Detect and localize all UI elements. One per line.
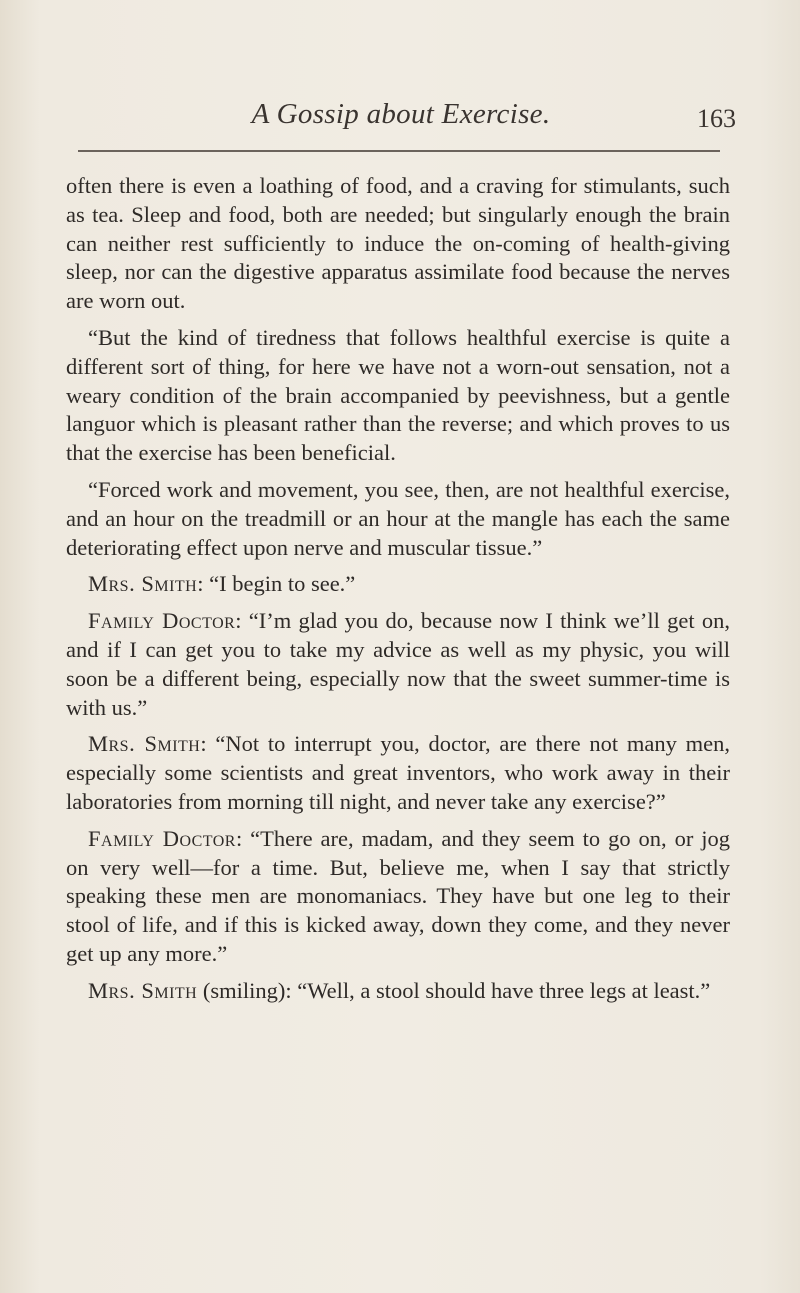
dialogue-text: : “There are, madam, and they seem to go on, or jog on very well—for a time. But, believe me, when I say that strictly speaking these men are monomaniacs. They have but one leg to their stool of life, and if this is kicked away, down they come, and they never get up any more.” [66, 825, 730, 966]
dialogue-text: (smiling): “Well, a stool should have three legs at least.” [197, 977, 711, 1003]
dialogue-line [66, 977, 730, 1006]
speaker-name: Mrs. Smith [88, 731, 201, 757]
paragraph-text: “Forced work and movement, you see, then, are not healthful exercise, and an hour on the treadmill or an hour at the mangle has each the same deteriorating effect upon nerve and muscular tissue.” [66, 476, 730, 560]
paragraph [66, 172, 730, 316]
paragraph [66, 324, 730, 468]
dialogue-line [66, 570, 730, 599]
speaker-name: Mrs. Smith [88, 977, 198, 1003]
dialogue-text: : “I begin to see.” [197, 571, 356, 597]
speaker-name: Mrs. Smith [88, 571, 198, 597]
dialogue-text: : “I’m glad you do, because now I think we’ll get on, and if I can get you to take my advice as well as my physic, you will soon be a different being, especially now that the sweet summer-time is with us.” [66, 608, 730, 720]
paragraph [66, 476, 730, 562]
dialogue-text: : “Not to interrupt you, doctor, are there not many men, especially some scientists and great inventors, who work away in their laboratories from morning till night, and never take any exercise?” [66, 731, 730, 814]
dialogue-line [66, 825, 730, 969]
page-number: 163 [697, 104, 736, 133]
dialogue-line [66, 730, 730, 816]
paragraph-text: often there is even a loathing of food, and a craving for stimulants, such as tea. Sleep and food, both are needed; but singularly enough the brain can neither rest sufficiently to induce the on-coming of health-giving sleep, nor can the digestive apparatus assimilate food because the nerves are worn out. [66, 173, 730, 314]
body-text [66, 172, 730, 1006]
running-title: A Gossip about Exercise. [251, 98, 551, 130]
speaker-name: Family Doctor [88, 825, 236, 851]
page-header [66, 98, 736, 138]
header-rule [78, 150, 720, 152]
paragraph-text: “But the kind of tiredness that follows healthful exercise is quite a different sort of thing, for here we have not a worn-out sensation, not a weary condition of the brain accompanied by peevishness, but a gentle languor which is pleasant rather than the reverse; and which proves to us that the exercise has been beneficial. [66, 324, 730, 466]
dialogue-line [66, 607, 730, 722]
speaker-name: Family Doctor [88, 608, 236, 634]
